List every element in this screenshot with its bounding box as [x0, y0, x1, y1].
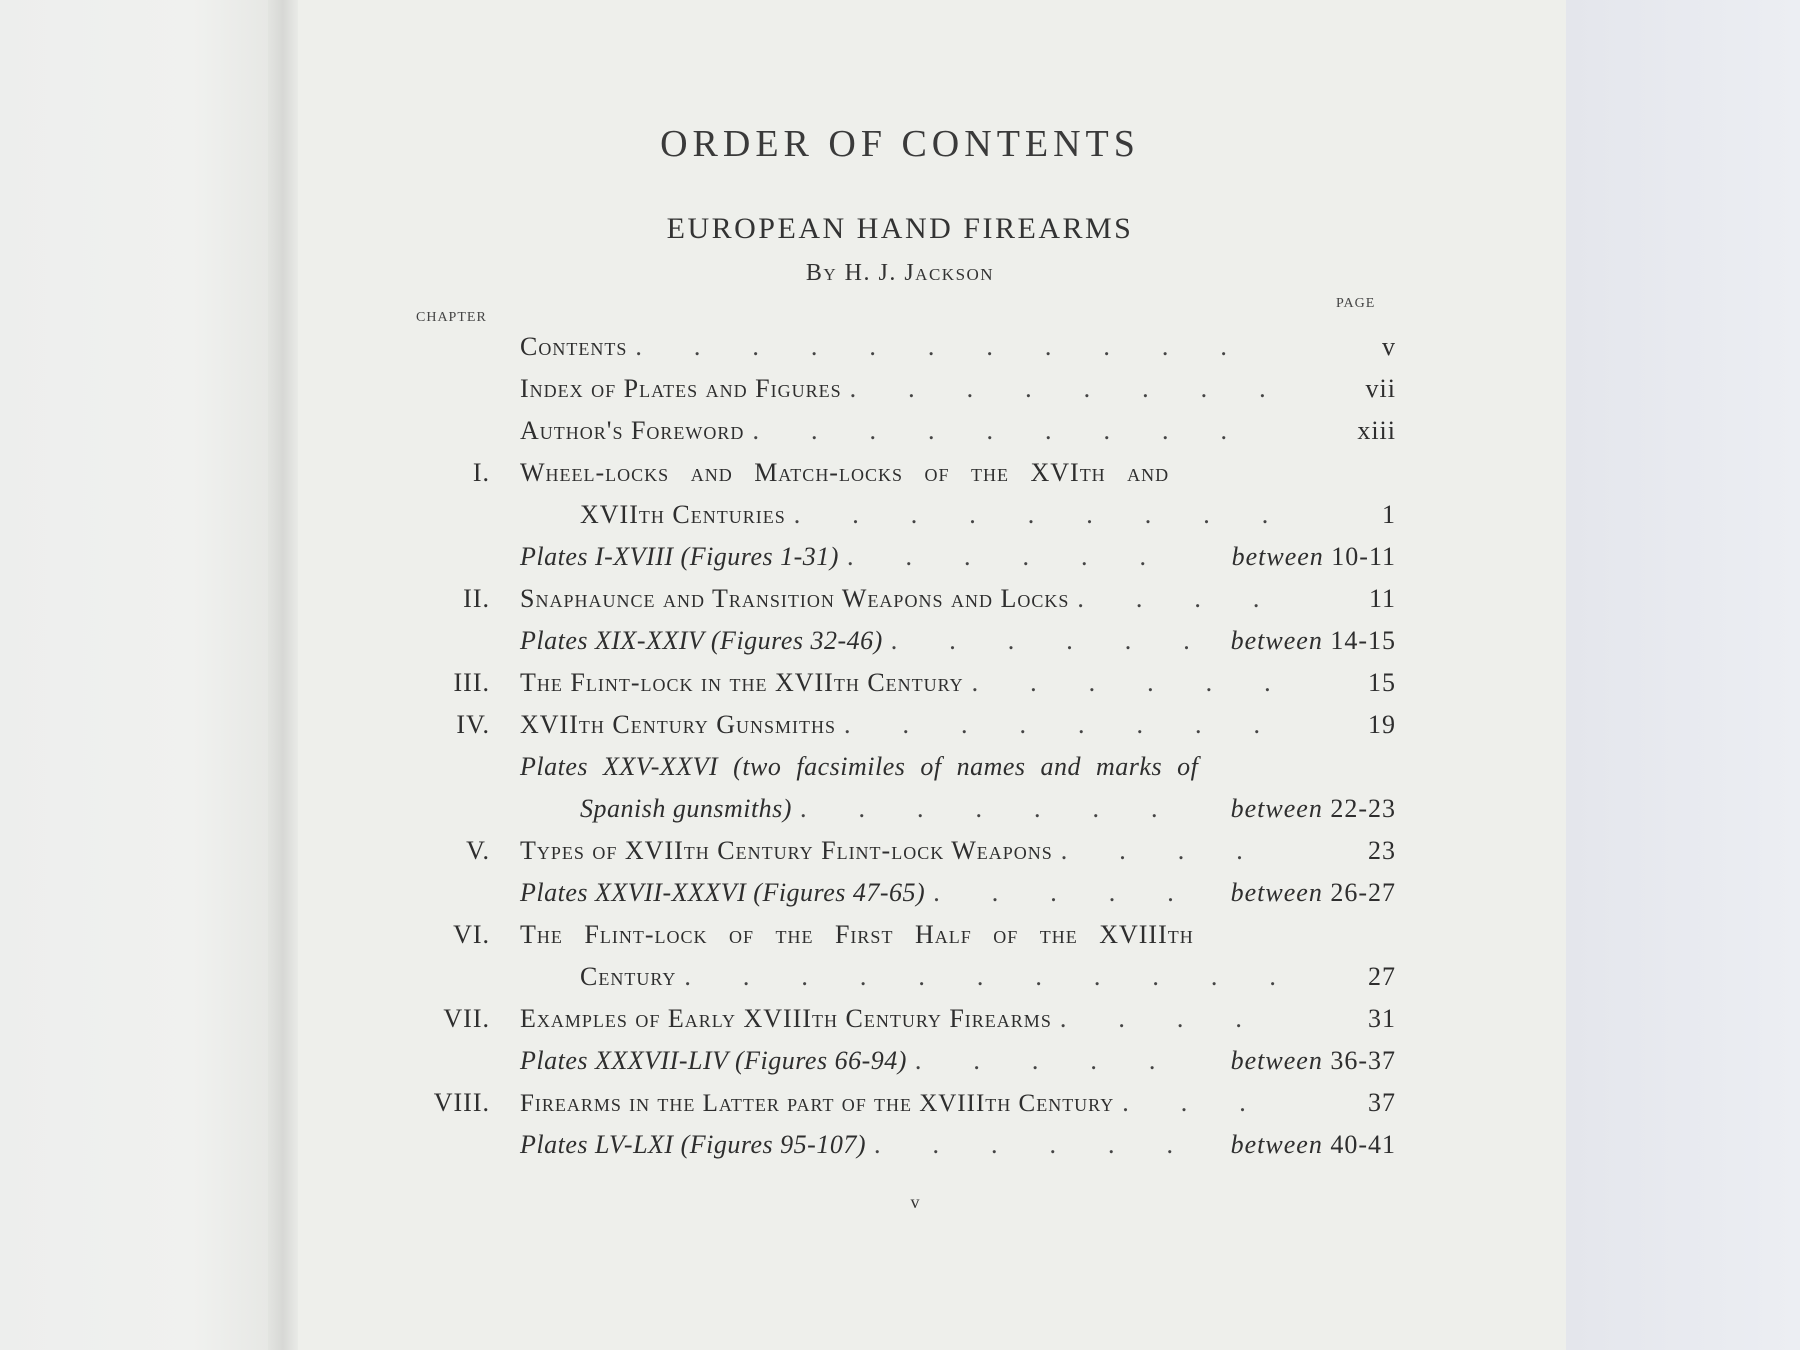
entry-title: Plates XXVII-XXXVI (Figures 47-65): [520, 878, 926, 907]
dot-leader: [794, 500, 1278, 530]
entry-title: The Flint-lock of the First Half of the XVIIIth: [520, 920, 1194, 949]
dot-leader: [844, 710, 1278, 740]
page-number: 37: [1368, 1088, 1396, 1117]
chapter-number: IV.: [456, 710, 490, 739]
page-number: 19: [1368, 710, 1396, 739]
entry-title: Plates LV-LXI (Figures 95-107): [520, 1130, 866, 1159]
toc-entry: [410, 1084, 1396, 1122]
page-number: [1231, 626, 1396, 656]
between-label: between: [1230, 878, 1323, 907]
chapter-number: V.: [466, 836, 490, 865]
toc-entry: [410, 1042, 1396, 1080]
chapter-number: III.: [453, 668, 490, 697]
toc-entry: [410, 538, 1396, 576]
dot-leader: [850, 374, 1278, 404]
between-label: between: [1230, 794, 1323, 823]
entry-title: Plates XXXVII-LIV (Figures 66-94): [520, 1046, 907, 1075]
entry-title: Plates XIX-XXIV (Figures 32-46): [520, 626, 883, 655]
entry-title: XVIIth Centuries: [580, 500, 786, 529]
page-range: 14-15: [1330, 626, 1396, 655]
dot-leader: [891, 626, 1188, 656]
section-title: EUROPEAN HAND FIREARMS: [666, 212, 1134, 245]
page-number: [1232, 542, 1396, 572]
dot-leader: [1060, 1004, 1278, 1034]
page-number: 23: [1368, 836, 1396, 865]
toc-entry: [410, 832, 1396, 870]
toc-entry: [410, 412, 1396, 450]
entry-title: Spanish gunsmiths): [580, 794, 792, 823]
dot-leader: [972, 668, 1278, 698]
dot-leader: [752, 416, 1278, 446]
page-number: 1: [1382, 500, 1396, 529]
toc-entry: [410, 706, 1396, 744]
chapter-number: I.: [472, 458, 490, 487]
dot-leader: [1122, 1088, 1278, 1118]
dot-leader: [874, 1130, 1188, 1160]
page-title: ORDER OF CONTENTS: [660, 123, 1140, 165]
page-range: 36-37: [1330, 1046, 1396, 1075]
page-number: xiii: [1357, 416, 1396, 445]
page-number: [1231, 878, 1396, 908]
toc-entry: [410, 874, 1396, 912]
page-column-heading: PAGE: [1336, 296, 1376, 311]
dot-leader: [1077, 584, 1278, 614]
page-number: v: [1382, 332, 1396, 361]
entry-title: Wheel-locks and Match-locks of the XVIth and: [520, 458, 1170, 487]
entry-title: The Flint-lock in the XVIIth Century: [520, 668, 964, 697]
entry-title: Types of XVIIth Century Flint-lock Weapons: [520, 836, 1053, 865]
between-label: between: [1231, 542, 1324, 571]
toc-entry: [410, 622, 1396, 660]
page-range: 10-11: [1331, 542, 1396, 571]
toc-entry: [410, 496, 1396, 534]
entry-title: Firearms in the Latter part of the XVIIIth Century: [520, 1090, 1115, 1117]
entry-title: Century: [580, 962, 677, 991]
entry-title: Contents: [520, 332, 628, 361]
toc-entry: [410, 370, 1396, 408]
page-range: 22-23: [1330, 794, 1396, 823]
toc-entry: [410, 1000, 1396, 1038]
toc-entry: [410, 580, 1396, 618]
page-number: [1231, 1130, 1396, 1160]
entry-title: Author's Foreword: [520, 416, 745, 445]
dot-leader: [847, 542, 1188, 572]
toc-entry: [410, 916, 1396, 954]
between-label: between: [1230, 1130, 1323, 1159]
author-byline: By H. J. Jackson: [805, 260, 995, 286]
entry-title: Snaphaunce and Transition Weapons and Locks: [520, 584, 1070, 613]
page-range: 40-41: [1330, 1130, 1396, 1159]
toc-entry: [410, 664, 1396, 702]
dot-leader: [635, 332, 1278, 362]
page-number: 31: [1368, 1004, 1396, 1033]
left-page: [0, 0, 276, 1350]
page-number: [1231, 794, 1396, 824]
page-number: 27: [1368, 962, 1396, 991]
page-number: 11: [1368, 584, 1396, 613]
chapter-column-heading: CHAPTER: [416, 310, 487, 325]
book-gutter: [268, 0, 298, 1350]
toc-entry: [410, 1126, 1396, 1164]
entry-title: Index of Plates and Figures: [520, 374, 842, 403]
toc-entry: [410, 748, 1396, 786]
chapter-number: II.: [463, 584, 490, 613]
dot-leader: [933, 878, 1188, 908]
entry-title: XVIIth Century Gunsmiths: [520, 710, 836, 739]
toc-entry: [410, 958, 1396, 996]
page-number: 15: [1368, 668, 1396, 697]
entry-title: Plates XXV-XXVI (two facsimiles of names and marks of: [520, 752, 1199, 781]
between-label: between: [1230, 626, 1323, 655]
dot-leader: [684, 962, 1278, 992]
toc-entry: [410, 328, 1396, 366]
chapter-number: VII.: [443, 1004, 490, 1033]
page-range: 26-27: [1330, 878, 1396, 907]
entry-title: Examples of Early XVIIIth Century Firearms: [520, 1004, 1052, 1033]
dot-leader: [800, 794, 1188, 824]
folio-page-number: v: [910, 1192, 920, 1212]
page-number: [1231, 1046, 1396, 1076]
toc-entry: [410, 454, 1396, 492]
background-surface: [1566, 0, 1800, 1350]
dot-leader: [915, 1046, 1188, 1076]
chapter-number: VI.: [453, 920, 490, 949]
chapter-number: VIII.: [433, 1088, 490, 1117]
page-number: vii: [1365, 374, 1396, 403]
dot-leader: [1061, 836, 1278, 866]
toc-entry: [410, 790, 1396, 828]
between-label: between: [1230, 1046, 1323, 1075]
entry-title: Plates I-XVIII (Figures 1-31): [520, 542, 839, 571]
